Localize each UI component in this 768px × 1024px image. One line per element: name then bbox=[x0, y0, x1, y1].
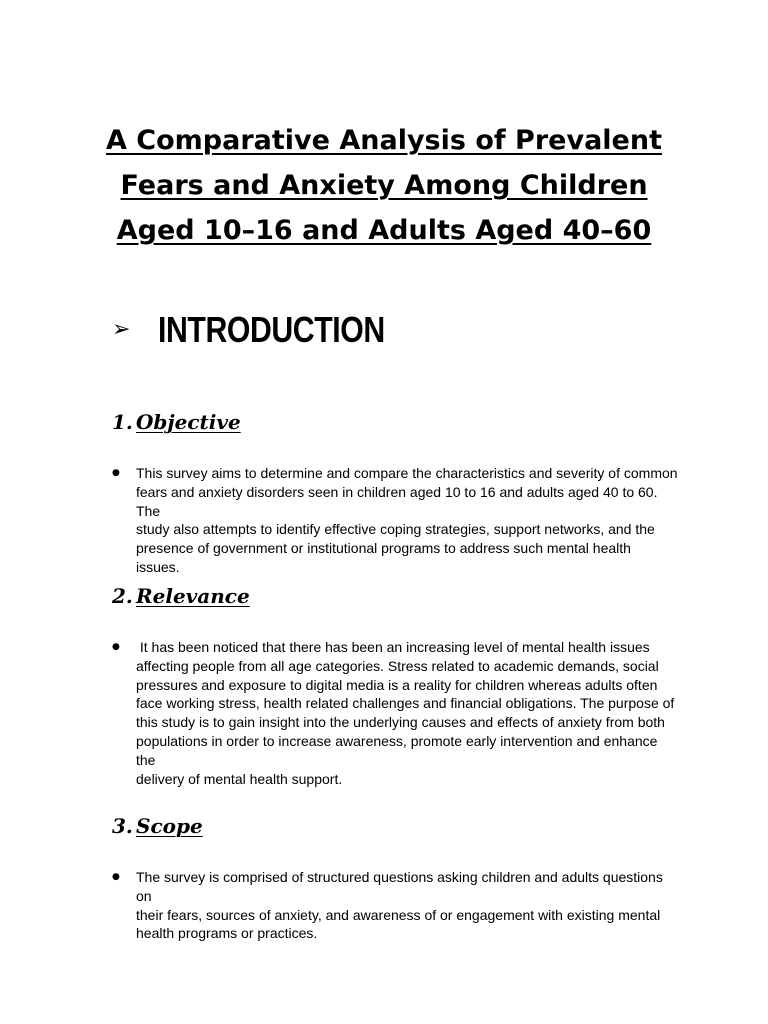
objective-text-line-2: fears and anxiety disorders seen in children aged 10 to 16 and adults aged 40 to 60. The bbox=[136, 483, 658, 519]
relevance-text-line-2: affecting people from all age categories. Stress related to academic demands, social bbox=[136, 657, 659, 674]
objective-number: 1. bbox=[112, 410, 133, 434]
relevance-text-line-3: pressures and exposure to digital media is a reality for children whereas adults often bbox=[136, 676, 658, 693]
relevance-text-line-1: It has been noticed that there has been an increasing level of mental health issues bbox=[136, 639, 650, 655]
bullet-icon: ● bbox=[112, 468, 120, 478]
objective-label: Objective bbox=[136, 410, 241, 434]
document-title-line-2: Fears and Anxiety Among Children bbox=[120, 170, 648, 201]
scope-heading bbox=[112, 812, 203, 840]
objective-text-line-4: presence of government or institutional programs to address such mental health issues. bbox=[136, 540, 631, 575]
scope-number: 3. bbox=[112, 814, 133, 838]
scope-label: Scope bbox=[136, 814, 203, 838]
arrow-bullet-icon: ➢ bbox=[112, 317, 131, 342]
document-title-line-1: A Comparative Analysis of Prevalent bbox=[106, 125, 662, 156]
relevance-text-line-5: this study is to gain insight into the underlying causes and effects of anxiety from both bbox=[136, 714, 665, 731]
objective-heading bbox=[112, 408, 241, 436]
document-title-line-3: Aged 10–16 and Adults Aged 40–60 bbox=[116, 215, 652, 246]
objective-text bbox=[136, 464, 678, 577]
introduction-heading-text: INTRODUCTION bbox=[158, 309, 385, 350]
bullet-icon: ● bbox=[112, 872, 120, 882]
scope-text-line-2: their fears, sources of anxiety, and awareness of or engagement with existing mental bbox=[136, 906, 661, 923]
introduction-heading bbox=[112, 306, 428, 354]
objective-bullet-item bbox=[112, 464, 678, 577]
scope-bullet-item bbox=[112, 868, 678, 943]
relevance-bullet-item bbox=[112, 638, 678, 788]
bullet-icon: ● bbox=[112, 642, 120, 652]
relevance-text bbox=[136, 638, 678, 788]
relevance-text-line-7: delivery of mental health support. bbox=[136, 770, 343, 787]
scope-text bbox=[136, 868, 678, 943]
document-title bbox=[84, 118, 684, 253]
scope-text-line-1: The survey is comprised of structured questions asking children and adults questions on bbox=[136, 869, 663, 904]
relevance-number: 2. bbox=[112, 584, 133, 608]
scope-text-line-3: health programs or practices. bbox=[136, 925, 318, 942]
objective-text-line-1: This survey aims to determine and compare the characteristics and severity of common bbox=[136, 465, 678, 481]
relevance-label: Relevance bbox=[136, 584, 250, 608]
relevance-heading bbox=[112, 582, 250, 610]
relevance-text-line-6: populations in order to increase awareness, promote early intervention and enhance the bbox=[136, 732, 658, 768]
relevance-text-line-4: face working stress, health related challenges and financial obligations. The purpose of bbox=[136, 695, 675, 712]
objective-text-line-3: study also attempts to identify effective coping strategies, support networks, and the bbox=[136, 521, 655, 538]
